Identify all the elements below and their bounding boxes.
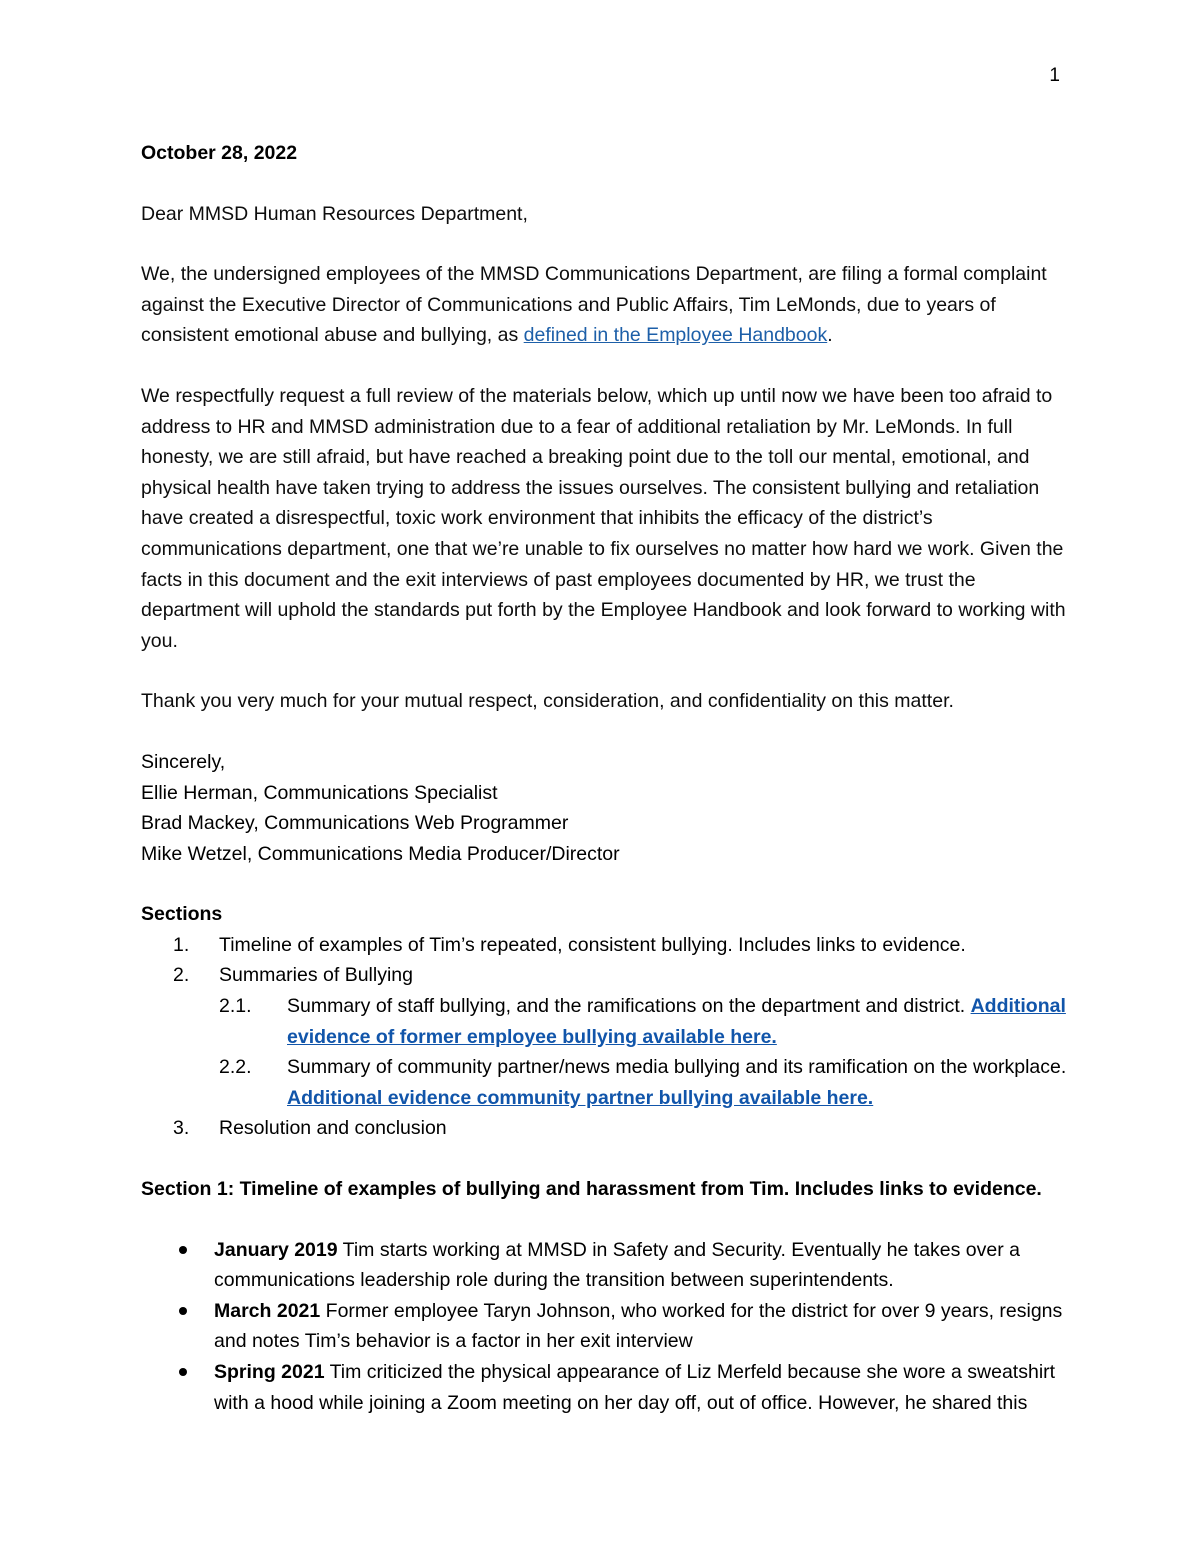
subsection-item-2-2-label: Summary of community partner/news media bullying and its ramification on the workplace. — [287, 1056, 1067, 1079]
letter-paragraph-1 — [141, 259, 1071, 351]
section-item-1-label: Timeline of examples of Tim’s repeated, consistent bullying. Includes links to evidence. — [219, 933, 966, 956]
timeline-item-text: Tim criticized the physical appearance of Liz Merfeld because she wore a sweatshirt with a hood while joining a Zoom meeting on her day off, out of office. However, he shared this — [214, 1361, 1056, 1414]
letter-paragraph-2: We respectfully request a full review of the materials below, which up until now we have been too afraid to address to HR and MMSD administration due to a fear of additional retaliation by Mr. LeMonds. In full honesty, we are still afraid, but have reached a breaking point due to the toll our mental, emotional, and physical health have taken trying to address the issues ourselves. The consistent bullying and retaliation have created a disrespectful, toxic work environment that inhibits the efficacy of the district’s communications department, one that we’re unable to fix ourselves no matter how hard we work. Given the facts in this document and the exit interviews of past employees documented by HR, we trust the department will uphold the standards put forth by the Employee Handbook and look forward to working with you. — [141, 384, 1066, 652]
letter-salutation: Dear MMSD Human Resources Department, — [141, 202, 528, 225]
signer-2: Brad Mackey, Communications Web Programmer — [141, 812, 569, 835]
subsection-item-2-2-number: 2.2. — [219, 1056, 252, 1079]
timeline-item-date: March 2021 — [214, 1299, 321, 1322]
sections-heading: Sections — [141, 903, 223, 926]
subsection-item-2-1-label: Summary of staff bullying, and the ramifications on the department and district. — [287, 995, 971, 1018]
timeline-item — [141, 1235, 1071, 1296]
timeline-item-text: Former employee Taryn Johnson, who worked for the district for over 9 years, resigns and notes Tim’s behavior is a factor in her exit interview — [214, 1299, 1063, 1353]
timeline-item-date: January 2019 — [214, 1238, 338, 1261]
signer-1: Ellie Herman, Communications Specialist — [141, 781, 498, 804]
employee-handbook-link[interactable]: defined in the Employee Handbook — [523, 324, 828, 347]
document-body — [141, 138, 1071, 1418]
section-item-2-label: Summaries of Bullying — [219, 964, 413, 987]
page-number: 1 — [1049, 65, 1060, 86]
letter-paragraph-3: Thank you very much for your mutual respect, consideration, and confidentiality on this matter. — [141, 690, 954, 713]
timeline-item — [141, 1296, 1071, 1357]
timeline-item — [141, 1357, 1071, 1418]
subsection-item-2-1-number: 2.1. — [219, 995, 252, 1018]
former-employee-evidence-link[interactable]: Additional evidence of former employee bullying available here. — [287, 995, 1066, 1048]
subsection-item-2-1 — [219, 991, 1071, 1052]
subsection-item-2-2 — [219, 1052, 1071, 1113]
section-item-3-label: Resolution and conclusion — [219, 1117, 447, 1140]
letter-date: October 28, 2022 — [141, 142, 298, 164]
section-item-2-number: 2. — [173, 964, 190, 987]
timeline-item-date: Spring 2021 — [214, 1361, 325, 1383]
timeline-list — [141, 1235, 1071, 1419]
bullet-icon — [179, 1246, 187, 1254]
sections-list — [141, 930, 1071, 1144]
community-partner-evidence-link[interactable]: Additional evidence community partner bullying available here. — [287, 1086, 874, 1109]
timeline-item-text: Tim starts working at MMSD in Safety and Security. Eventually he takes over a communications leadership role during the transition between superintendents. — [214, 1238, 1021, 1292]
bullet-icon — [179, 1368, 187, 1376]
section-item-1 — [141, 930, 1071, 961]
letter-closing: Sincerely, — [141, 750, 226, 773]
section-item-1-number: 1. — [173, 933, 190, 956]
bullet-icon — [179, 1307, 187, 1315]
subsections-list — [219, 991, 1071, 1113]
section-item-3 — [141, 1113, 1071, 1144]
section-item-3-number: 3. — [173, 1117, 190, 1140]
section-1-title: Section 1: Timeline of examples of bullying and harassment from Tim. Includes links to evidence. — [141, 1178, 1042, 1201]
paragraph-1-text-after: . — [827, 324, 833, 347]
paragraph-1-text-before: We, the undersigned employees of the MMSD Communications Department, are filing a formal complaint against the Executive Director of Communications and Public Affairs, Tim LeMonds, due to years of consistent emotional abuse and bullying, as — [141, 263, 1047, 347]
signer-3: Mike Wetzel, Communications Media Producer/Director — [141, 842, 620, 865]
section-item-2 — [141, 960, 1071, 1113]
